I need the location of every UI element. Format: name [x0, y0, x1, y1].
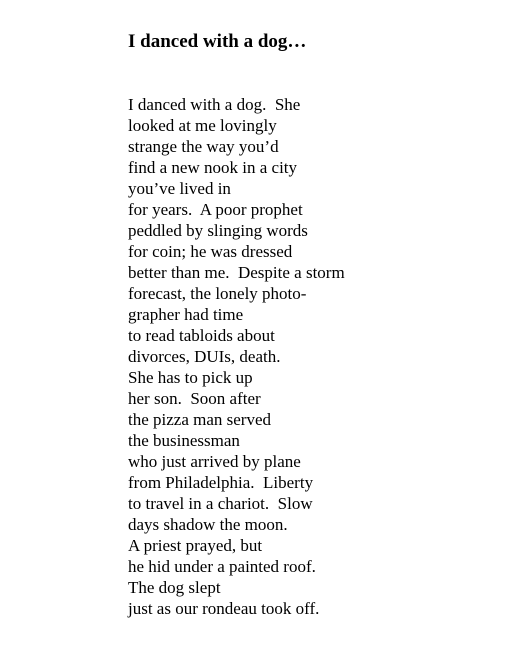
poem-body: [128, 94, 345, 619]
poem-line: to travel in a chariot. Slow: [128, 494, 313, 513]
poem-line: looked at me lovingly: [128, 116, 277, 135]
poem-line: A priest prayed, but: [128, 536, 263, 555]
poem-line: better than me. Despite a storm: [128, 263, 345, 282]
poem-line: her son. Soon after: [128, 389, 261, 408]
poem-line: grapher had time: [128, 305, 244, 324]
poem-line: the pizza man served: [128, 410, 272, 429]
poem-line: I danced with a dog. She: [128, 95, 301, 114]
poem-line: strange the way you’d: [128, 137, 279, 156]
poem-line: days shadow the moon.: [128, 515, 288, 534]
poem-line: find a new nook in a city: [128, 158, 298, 177]
poem-line: from Philadelphia. Liberty: [128, 473, 314, 492]
poem-line: to read tabloids about: [128, 326, 275, 345]
poem-line: just as our rondeau took off.: [128, 599, 320, 618]
poem-line: divorces, DUIs, death.: [128, 347, 281, 366]
poem-line: for coin; he was dressed: [128, 242, 293, 261]
poem-line: he hid under a painted roof.: [128, 557, 316, 576]
poem-title: I danced with a dog…: [128, 31, 307, 52]
poem-line: The dog slept: [128, 578, 221, 597]
poem-line: the businessman: [128, 431, 240, 450]
poem-line: for years. A poor prophet: [128, 200, 303, 219]
poem-line: who just arrived by plane: [128, 452, 301, 471]
poem-line: peddled by slinging words: [128, 221, 308, 240]
poem-line: forecast, the lonely photo-: [128, 284, 307, 303]
poem-line: She has to pick up: [128, 368, 253, 387]
poem-line: you’ve lived in: [128, 179, 231, 198]
